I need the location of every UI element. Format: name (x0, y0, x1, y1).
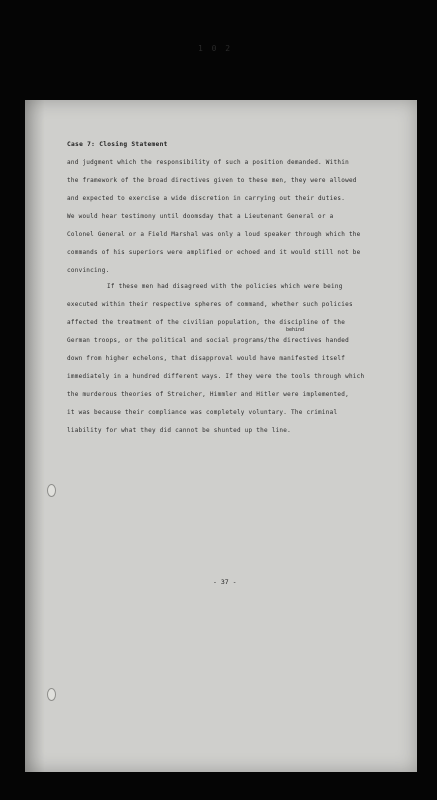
text-line: and judgment which the responsibility of such a position demanded. Within (67, 159, 349, 166)
text-line: If these men had disagreed with the policies which were being (107, 283, 343, 290)
punch-hole (47, 688, 56, 701)
text-line: German troops, or the political and social programs/the directives handed (67, 337, 349, 344)
punch-hole (47, 484, 56, 497)
frame-mark: 1 0 2 (198, 44, 233, 53)
text-line: executed within their respective spheres of command, whether such policies (67, 301, 353, 308)
text-line: the framework of the broad directives given to these men, they were allowed (67, 177, 357, 184)
text-line: immediately in a hundred different ways. If they were the tools through which (67, 373, 365, 380)
text-line: commands of his superiors were amplified or echoed and it would still not be (67, 249, 361, 256)
document-heading: Case 7: Closing Statement (67, 141, 168, 148)
text-line: and expected to exercise a wide discretion in carrying out their duties. (67, 195, 346, 202)
text-line: convincing. (67, 267, 110, 274)
text-line: affected the treatment of the civilian population, the discipline of the (67, 319, 346, 326)
text-line: Colonel General or a Field Marshal was only a loud speaker through which the (67, 231, 361, 238)
text-line: it was because their compliance was completely voluntary. The criminal (67, 409, 338, 416)
text-line: down from higher echelons, that disapproval would have manifested itself (67, 355, 346, 362)
page-number: - 37 - (213, 578, 237, 586)
interlinear-insert: behind (286, 327, 305, 333)
text-line: We would hear testimony until doomsday that a Lieutenant General or a (67, 213, 334, 220)
text-line: the murderous theories of Streicher, Himmler and Hitler were implemented, (67, 391, 349, 398)
text-line: liability for what they did cannot be shunted up the line. (67, 427, 292, 434)
